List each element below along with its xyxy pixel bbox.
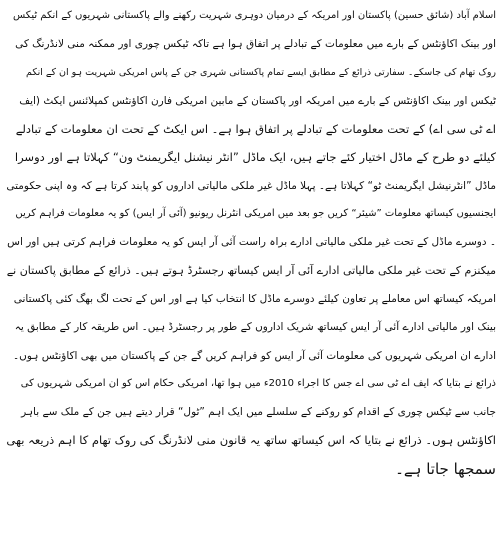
article-line-14: ذرائع نے بتایا کہ ایف اے ٹی سی اے جس کا اجراء 2010ء میں ہوا تھا، امریکی حکام اس کو ان امریکی شہریوں کی — [20, 377, 496, 389]
article-line-4: ٹیکس اور بینک اکاؤنٹس کے بارے میں امریکہ اور پاکستان کے مابین امریکی فارن اکاؤنٹس کمپلائنس ایکٹ (ایف — [19, 94, 496, 107]
article-line-15: جانب سے ٹیکس چوری کے اقدام کو روکنے کے سلسلے میں ایک اہم ”ٹول“ قرار دیتے ہیں جن کے ملک سے باہر — [21, 406, 496, 419]
article-line-10: میکنزم کے تحت غیر ملکی مالیاتی ادارے آئی آر ایس کیساتھ رجسٹرڈ ہوتے ہیں۔ ذرائع کے مطابق پاکستان نے — [6, 263, 496, 277]
article-line-2: اور بینک اکاؤنٹس کے بارے میں معلومات کے تبادلے پر اتفاق ہوا ہے تاکہ ٹیکس چوری اور ممکنہ منی لانڈرنگ کی — [15, 38, 496, 51]
article-line-5: اے ٹی سی اے) کے تحت معلومات کے تبادلے پر اتفاق ہوا ہے۔ اس ایکٹ کے تحت ان معلومات کے تبادلے — [15, 122, 496, 137]
news-article-body — [4, 2, 496, 546]
article-line-6: کیلئے دو طرح کے ماڈل اختیار کئے جاتے ہیں، ایک ماڈل ”انٹر نیشنل ایگریمنٹ ون“ کہلاتا ہے اور دوسرا — [14, 150, 496, 165]
article-line-1: اسلام آباد (شائق حسین) پاکستان اور امریکہ کے درمیان دوہری شہریت رکھنے والے پاکستانی شہریوں کے انکم ٹیکس — [13, 10, 496, 21]
article-line-13: ادارے ان امریکی شہریوں کی معلومات آئی آر ایس کو فراہم کریں گے جن کے پاکستان میں بھی اکاؤنٹس ہوں۔ — [13, 349, 496, 362]
article-line-17: سمجھا جاتا ہے۔ — [395, 459, 496, 478]
article-line-3: روک تھام کی جاسکے۔ سفارتی ذرائع کے مطابق ایسے تمام پاکستانی شہری جن کے پاس امریکی شہریت ہو ان کے انکم — [26, 66, 496, 78]
article-line-9: ۔ دوسرے ماڈل کے تحت غیر ملکی مالیاتی ادارے براہ راست آئی آر ایس کو یہ معلومات فراہم کرتی ہیں اور اس — [7, 236, 496, 249]
article-line-11: امریکہ کیساتھ اس معاملے پر تعاون کیلئے دوسرے ماڈل کا انتخاب کیا ہے اور اس کے تحت لگ بھگ کئی پاکستانی — [13, 292, 496, 305]
article-line-7: ماڈل ”انٹرنیشل ایگریمنٹ ٹو“ کہلاتا ہے۔ پہلا ماڈل غیر ملکی مالیاتی اداروں کو پابند کرتا ہے کہ وہ اپنی حکومتی — [6, 179, 496, 192]
article-line-12: بینک اور مالیاتی ادارے آئی آر ایس کیساتھ شریک اداروں کے طور پر رجسٹرڈ ہیں۔ اس طریقہ کار کے مطابق یہ — [14, 321, 496, 334]
article-line-16: اکاؤنٹس ہوں۔ ذرائع نے بتایا کہ اس کیساتھ ساتھ یہ قانون منی لانڈرنگ کی روک تھام کا اہم ذریعہ بھی — [6, 433, 496, 448]
article-line-8: ایجنسیوں کیساتھ معلومات ”شیئر“ کریں جو بعد میں امریکی انٹرنل ریونیو (آئی آر ایس) کو یہ معلومات فراہم کریں — [15, 208, 496, 220]
